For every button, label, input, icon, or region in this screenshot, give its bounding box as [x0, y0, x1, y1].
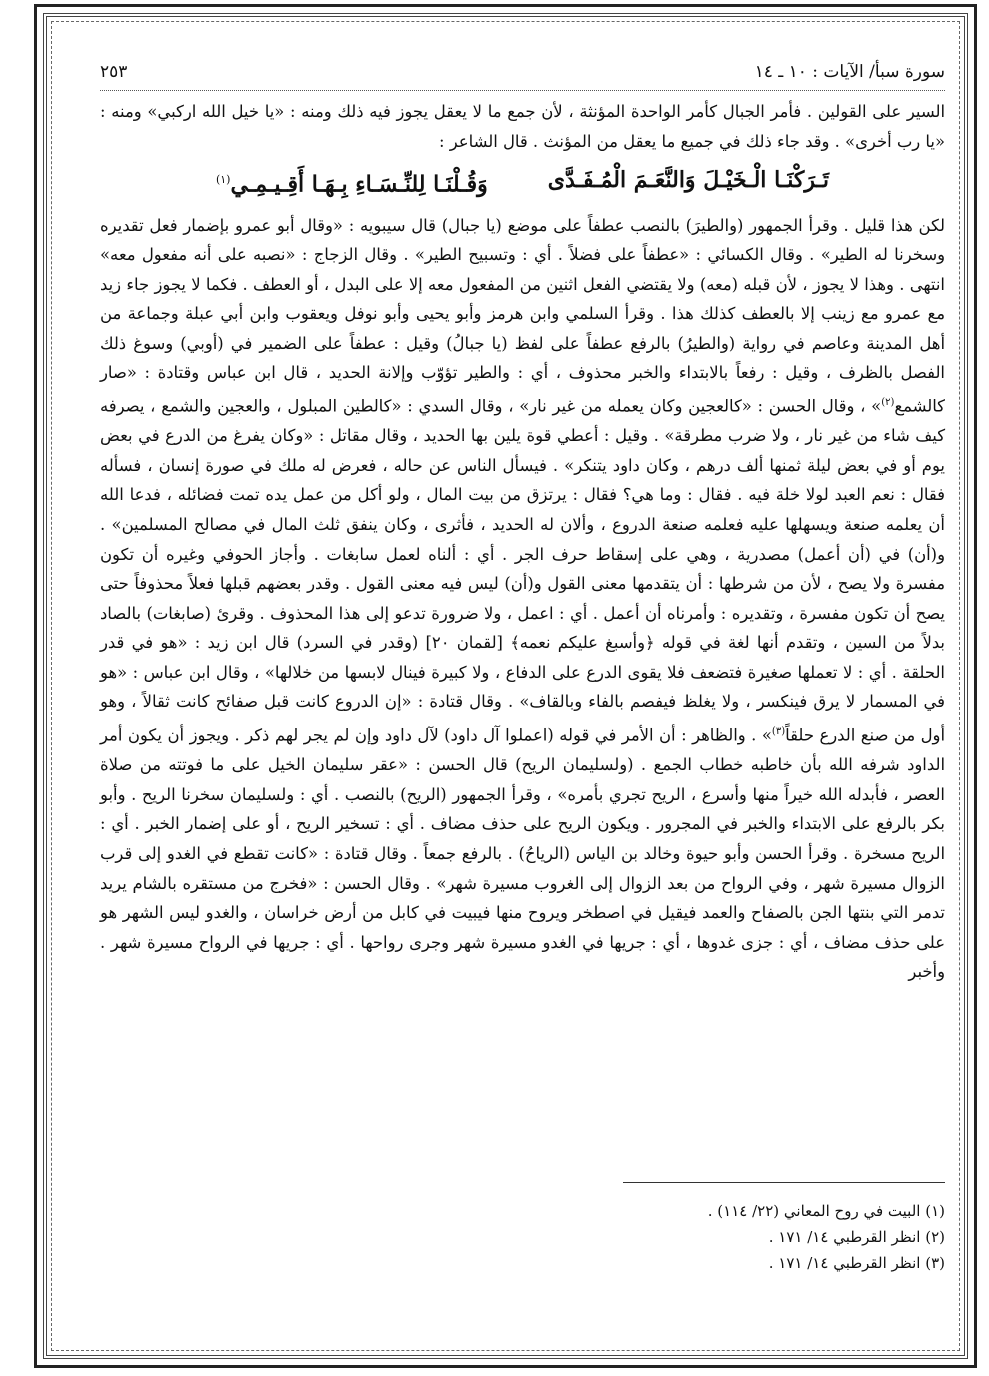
- page-number: ٢٥٣: [100, 62, 128, 82]
- footnote: (١) البيت في روح المعاني (٢٢/ ١١٤) .: [707, 1202, 945, 1220]
- running-header: [100, 56, 945, 91]
- footnote-separator: [623, 1182, 945, 1183]
- footnote-ref-2: (٢): [881, 397, 895, 409]
- footnote-ref-1: (١): [215, 173, 231, 187]
- main-text: [100, 97, 945, 987]
- footnote: (٢) انظر القرطبي ١٤/ ١٧١ .: [768, 1228, 945, 1246]
- paragraph-1: السير على القولين . فأمر الجبال كأمر الواحدة المؤنثة ، لأن جمع ما لا يعقل يجوز فيه ذلك ومنه : «يا خيل الله اركبي» ومنه : «يا رب أخرى» . وقد جاء ذلك في جميع ما يعقل من المؤنث . قال الشاعر :: [100, 102, 945, 151]
- paragraph-2: لكن هذا قليل . وقرأ الجمهور (والطيرَ) بالنصب عطفاً على موضع (يا جبال) قال سيبويه : «وقال أبو عمرو بإضمار فعل تقديره وسخرنا له الطير» . وقال الكسائي : «عطفاً على فضلاً . أي : وتسبيح الطير» . وقال الزجاج : «نصبه على أنه مفعول معه» انتهى . وهذا لا يجوز ، لأن قبله (معه) ولا يقتضي الفعل اثنين من المفعول معه إلا على البدل ، أو العطف . فكما لا يجوز جاء زيد مع عمرو مع زينب إلا بالعطف كذلك هذا . وقرأ السلمي وابن هرمز وأبو يحيى وأبو نوفل ويعقوب وابن أبي عبلة وجماعة من أهل المدينة وعاصم في رواية (والطيرُ) بالرفع عطفاً على لفظ (يا جبالُ) وقيل : عطفاً على الضمير في (أوبي) وسوغ ذلك الفصل بالظرف ، وقيل : رفعاً بالابتداء والخبر محذوف ، أي : والطير تؤوّب وإلانة الحديد ، قال ابن عباس وقتادة : «صار كالشمع: [100, 215, 945, 416]
- footnote-ref-3: (٣): [771, 726, 786, 738]
- paragraph-3: » ، وقال الحسن : «كالعجين وكان يعمله من غير نار» ، وقال السدي : «كالطين المبلول ، والعجين والشمع ، يصرفه كيف شاء من غير نار ، ولا ضرب مطرقة» . وقيل : أعطي قوة يلين بها الحديد ، وقال مقاتل : «وكان يفرغ من الدرع في بعض يوم أو في بعض ليلة ثمنها ألف درهم ، وكان داود يتنكر» . فيسأل الناس عن حاله ، فعرض له ملك في صورة إنسان ، فسأله فقال : نعم العبد لولا خلة فيه . فقال : وما هي؟ فقال : يرتزق من بيت المال ، ولو أكل من عمل يده تمت فضائله ، فدعا الله أن يعلمه صنعة ويسهلها عليه فعلمه صنعة الدروع ، وألان له الحديد ، فأثرى ، وكان ينفق ثلث المال في مصالح المسلمين» . و(أن) في (أن أعمل) مصدرية ، وهي على إسقاط حرف الجر . أي : ألناه لعمل سابغات . وأجاز الحوفي وغيره أن تكون مفسرة ولا يصح ، لأن من شرطها : أن يتقدمها معنى القول و(أن) ليس فيه معنى القول . وقدر بعضهم قبلها فعلاً محذوفاً حتى يصح أن تكون مفسرة ، وتقديره : وأمرناه أن أعمل . أي : اعمل ، ولا ضرورة تدعو إلى هذا المحذوف . وقرئ (صابغات) بالصاد بدلاً من السين ، وتقدم أنها لغة في قوله ﴿وأسبغ عليكم نعمه﴾ [لقمان ٢٠] (وقدر في السرد) قال ابن زيد : «هو في قدر الحلقة . أي : لا تعملها صغيرة فتضعف فلا يقوى الدرع على الدفاع ، ولا كبيرة فينال لابسها من خلالها» ، وقال ابن عباس : «هو في المسمار لا يرق فينكسر ، ولا يغلظ فيفصم بالفاء وبالقاف» . وقال قتادة : «إن الدروع كانت قبل صفائح كانت ثقالاً ، وهو أول من صنع الدرع حلقاً: [100, 396, 945, 745]
- verse-second-hemistich: وَقُـلْنَـا لِلنِّـسَـاءِ بِـهَـا أَقِـيـمِـي$^{(١)}$: [215, 171, 488, 198]
- footnote: (٣) انظر القرطبي ١٤/ ١٧١ .: [768, 1254, 945, 1272]
- page: [100, 56, 945, 1272]
- header-title: سورة سبأ/ الآيات : ١٠ ـ ١٤: [754, 62, 945, 82]
- paragraph-4: » . والظاهر : أن الأمر في قوله (اعملوا آل داود) لآل داود وإن لم يجر لهم ذكر . ويجوز أن يكون أمر الداود شرفه الله بأن خاطبه خطاب الجمع . (ولسليمان الريح) قال الحسن : «عقر سليمان الخيل على ما فوتته من صلاة العصر ، فأبدله الله خيراً منها وأسرع ، الريح تجري بأمره» ، وقرأ الجمهور (الريح) بالنصب . أي : ولسليمان سخرنا الريح . وأبو بكر بالرفع على الابتداء والخبر في المجرور . ويكون الريح على حذف مضاف . أي : تسخير الريح ، أو على إضمار الخبر . أي : الريح مسخرة . وقرأ الحسن وأبو حيوة وخالد بن الياس (الرياحُ) . بالرفع جمعاً . وقال قتادة : «كانت تقطع في الغدو إلى قرب الزوال مسيرة شهر ، وفي الرواح من بعد الزوال إلى الغروب مسيرة شهر» . وقال الحسن : «فخرج من مستقره بالشام يريد تدمر التي بنتها الجن بالصفاح والعمد فيقيل في اصطخر ويروح منها فيبيت في كابل من أرض خراسان ، والغدو ليس الشهر هو على حذف مضاف ، أي : جزى غدوها ، أي : جريها في الغدو مسيرة شهر وجرى رواحها . أي : جريها في الرواح مسيرة شهر . وأخبر: [100, 725, 945, 982]
- poetry-verse: [100, 158, 945, 206]
- verse-first-hemistich: تَـرَكْنَـا الْـخَيْـلَ وَالنَّعَـمَ الْمُـفَـدَّى: [547, 167, 830, 194]
- footnotes: [100, 1198, 945, 1276]
